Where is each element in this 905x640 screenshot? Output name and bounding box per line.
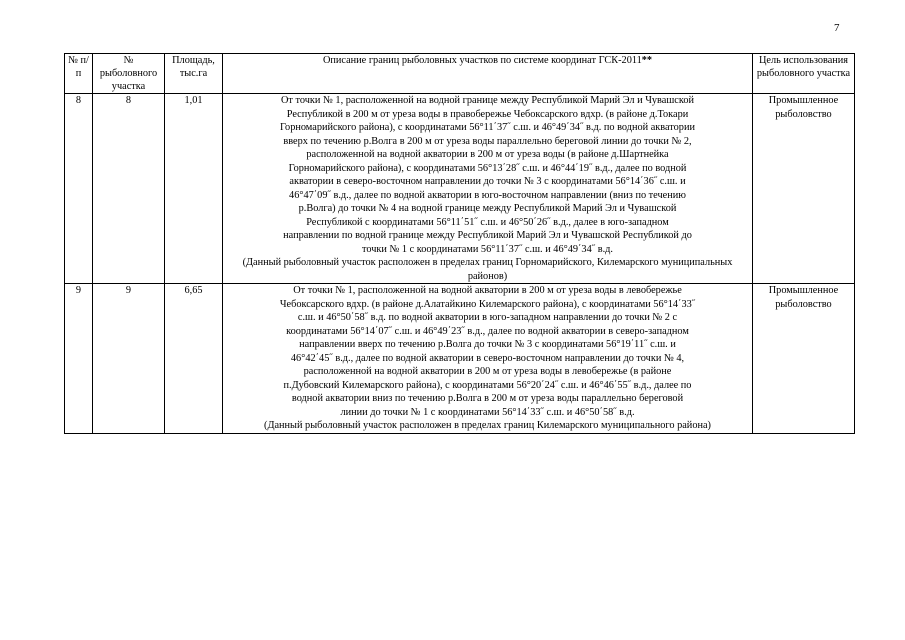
description-line: направлении вверх по течению р.Волга до точки № 3 с координатами 56°19΄11˝ с.ш. и bbox=[299, 339, 676, 350]
description-line: 46°47΄09˝ в.д., далее по водной акватории в юго-восточном направлении (вниз по течению bbox=[289, 189, 686, 201]
description-line: акватории в северо-восточном направлении до точки № 3 с координатами 56°14΄36˝ с.ш. и bbox=[289, 176, 686, 187]
header-row bbox=[65, 54, 855, 94]
header-row-no: № п/п bbox=[65, 54, 93, 94]
cell-purpose: Промышленное рыболовство bbox=[753, 284, 855, 434]
cell-row-no: 9 bbox=[65, 284, 93, 434]
description-note: (Данный рыболовный участок расположен в пределах границ Горномарийского, Килемарского муниципальных районов) bbox=[242, 257, 733, 282]
table-row bbox=[65, 94, 855, 284]
cell-description bbox=[223, 284, 753, 434]
fishing-areas-table bbox=[64, 53, 855, 434]
header-area-no: № рыболовного участка bbox=[93, 54, 165, 94]
description-line: Горномарийского района), с координатами 56°13΄28˝ с.ш. и 46°44΄19˝ в.д., далее по водной bbox=[288, 162, 687, 174]
description-line: Горномарийского района), с координатами 56°11΄37˝ с.ш. и 46°49΄34˝ в.д. по водной акватории bbox=[280, 122, 695, 133]
cell-purpose: Промышленное рыболовство bbox=[753, 94, 855, 284]
description-line: расположенной на водной акватории в 200 м от уреза воды (в районе д.Шартнейка bbox=[306, 149, 669, 160]
description-line: Республикой с координатами 56°11΄51˝ с.ш. и 46°50΄26˝ в.д., далее в юго-западном bbox=[306, 216, 669, 228]
page-number: 7 bbox=[834, 22, 840, 34]
cell-area-no: 9 bbox=[93, 284, 165, 434]
description-line: расположенной на водной акватории в 200 м от уреза воды в левобережье (в районе bbox=[303, 366, 672, 377]
description-line: вверх по течению р.Волга в 200 м от уреза воды параллельно береговой линии до точки № 2, bbox=[283, 135, 692, 147]
cell-area-size: 1,01 bbox=[165, 94, 223, 284]
description-line: п.Дубовский Килемарского района), с координатами 56°20΄24˝ с.ш. и 46°46΄55˝ в.д., далее по bbox=[283, 379, 692, 391]
table-row bbox=[65, 284, 855, 434]
cell-row-no: 8 bbox=[65, 94, 93, 284]
description-line: координатами 56°14΄07˝ с.ш. и 46°49΄23˝ в.д., далее по водной акватории в северо-западном bbox=[286, 325, 689, 337]
header-area-size: Площадь, тыс.га bbox=[165, 54, 223, 94]
cell-area-size: 6,65 bbox=[165, 284, 223, 434]
header-description-text: Описание границ рыболовных участков по системе координат ГСК-2011 bbox=[322, 55, 642, 66]
description-line: точки № 1 с координатами 56°11΄37˝ с.ш. и 46°49΄34˝ в.д. bbox=[362, 243, 613, 255]
description-note: (Данный рыболовный участок расположен в пределах границ Килемарского муниципального района) bbox=[264, 420, 711, 431]
description-line: водной акватории вниз по течению р.Волга в 200 м от уреза воды параллельно береговой bbox=[291, 393, 684, 404]
description-line: От точки № 1, расположенной на водной акватории в 200 м от уреза воды в левобережье bbox=[293, 285, 682, 296]
description-line: Чебоксарского вдхр. (в районе д.Алатайкино Килемарского района), с координатами 56°14΄33˝ bbox=[279, 298, 696, 310]
description-line: направлении по водной границе между Республикой Марий Эл и Чувашской Республикой до bbox=[283, 230, 692, 241]
table-header bbox=[65, 54, 855, 94]
description-line: линии до точки № 1 с координатами 56°14΄33˝ с.ш. и 46°50΄58˝ в.д. bbox=[340, 406, 635, 418]
header-purpose: Цель использования рыболовного участка bbox=[753, 54, 855, 94]
cell-area-no: 8 bbox=[93, 94, 165, 284]
header-description-asterisks: ** bbox=[641, 55, 653, 66]
description-line: с.ш. и 46°50΄58˝ в.д. по водной акватории в юго-западном направлении до точки № 2 с bbox=[297, 312, 678, 323]
cell-description bbox=[223, 94, 753, 284]
description-line: 46°42΄45˝ в.д., далее по водной акватории в северо-восточном направлении до точки № 4, bbox=[290, 352, 685, 364]
description-line: От точки № 1, расположенной на водной границе между Республикой Марий Эл и Чувашской bbox=[281, 95, 694, 106]
header-description bbox=[223, 54, 753, 94]
description-line: Республикой в 200 м от уреза воды в правобережье Чебоксарского вдхр. (в районе д.Токари bbox=[286, 108, 689, 120]
description-line: р.Волга) до точки № 4 на водной границе между Республикой Марий Эл и Чувашской bbox=[298, 203, 677, 214]
